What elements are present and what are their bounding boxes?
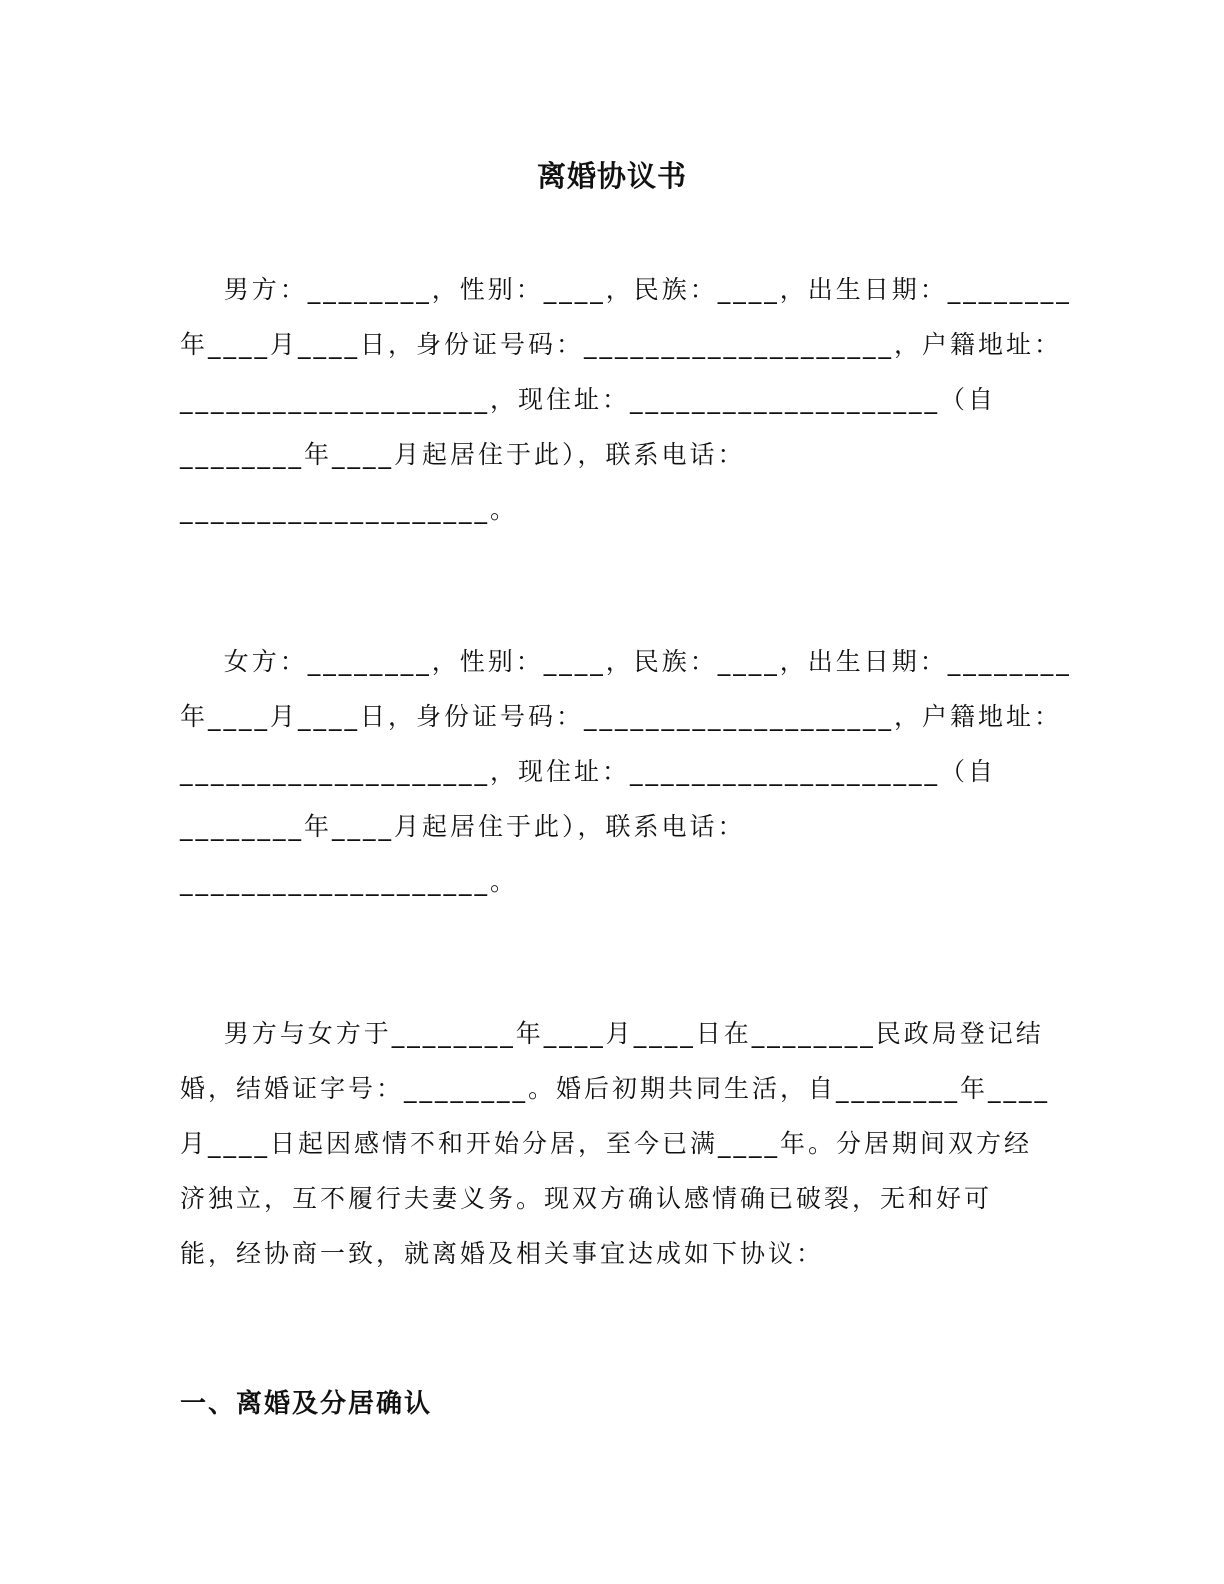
- female-party-line: ____________________，现住址：____________________（自: [180, 757, 997, 786]
- section-heading: 一、离婚及分居确认: [180, 1389, 433, 1419]
- male-party-info: [180, 262, 1072, 537]
- female-party-info: [180, 634, 1072, 909]
- male-party-line: ____________________。: [180, 495, 519, 524]
- marriage-statement-line: 济独立，互不履行夫妻义务。现双方确认感情确已破裂，无和好可: [180, 1184, 993, 1213]
- male-party-line: ____________________，现住址：____________________（自: [180, 385, 997, 414]
- document-title: 离婚协议书: [536, 159, 687, 193]
- female-party-line: 女方：________，性别：____，民族：____，出生日期：________: [180, 647, 1072, 676]
- marriage-statement-line: 婚，结婚证字号：________。婚后初期共同生活，自________年____: [180, 1074, 1051, 1103]
- female-party-line: ____________________。: [180, 867, 519, 896]
- marriage-statement-line: 月____日起因感情不和开始分居，至今已满____年。分居期间双方经: [180, 1129, 1033, 1158]
- marriage-statement-line: 男方与女方于________年____月____日在________民政局登记结: [180, 1019, 1044, 1048]
- male-party-line: ________年____月起居住于此），联系电话：: [180, 440, 746, 469]
- marriage-statement-line: 能，经协商一致，就离婚及相关事宜达成如下协议：: [180, 1239, 825, 1268]
- male-party-line: 男方：________，性别：____，民族：____，出生日期：________: [180, 275, 1072, 304]
- male-party-line: 年____月____日，身份证号码：____________________，户籍地址：: [180, 330, 1063, 359]
- marriage-statement: [180, 1006, 1051, 1281]
- female-party-line: ________年____月起居住于此），联系电话：: [180, 812, 746, 841]
- female-party-line: 年____月____日，身份证号码：____________________，户籍地址：: [180, 702, 1063, 731]
